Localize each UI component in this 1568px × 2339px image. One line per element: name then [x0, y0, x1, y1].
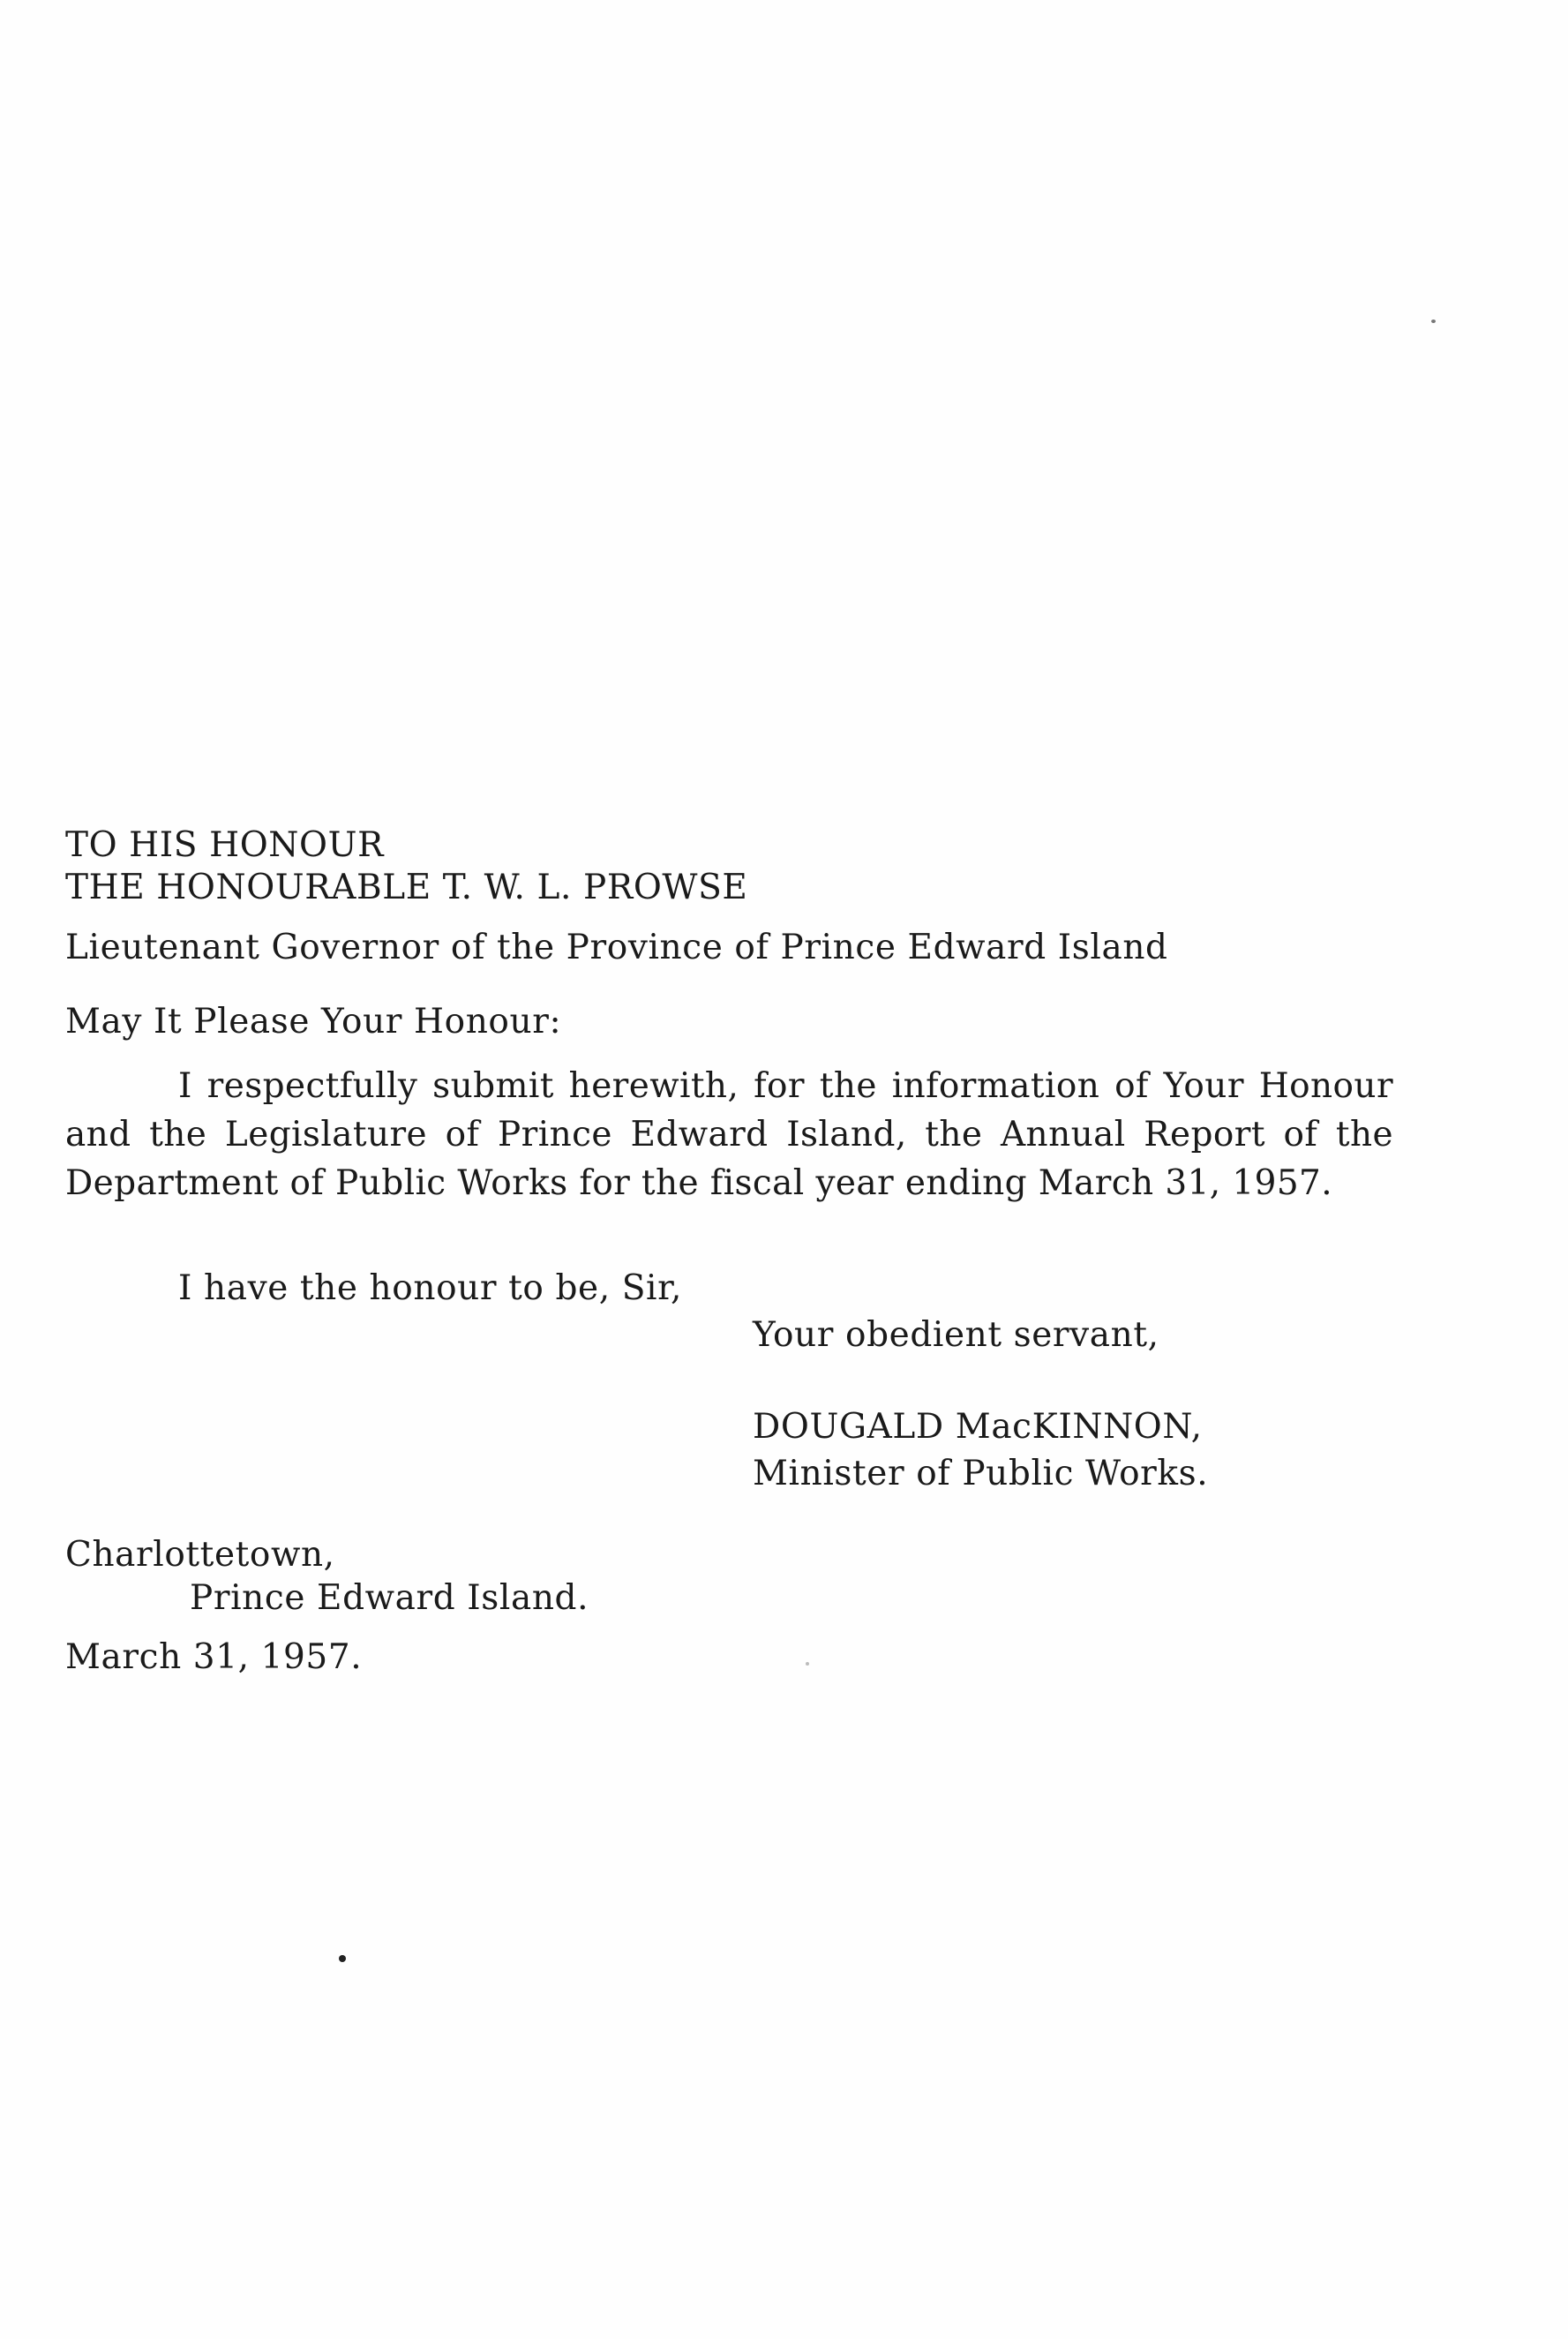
address-line-3: Lieutenant Governor of the Province of Prince Edward Island [65, 928, 1168, 967]
address-line-1: TO HIS HONOUR [65, 825, 385, 865]
closing-line: I have the honour to be, Sir, [178, 1268, 683, 1308]
scan-speck [806, 1662, 809, 1666]
scan-speck [1431, 320, 1436, 323]
address-line-2: THE HONOURABLE T. W. L. PROWSE [65, 868, 748, 907]
body-paragraph-text: I respectfully submit herewith, for the information of Your Honour and the Legislature of Prince Edward Island, the Annual Report of the Department of Public Works for the fiscal year ending March 31, 1957. [65, 1066, 1393, 1203]
signatory-title: Minister of Public Works. [753, 1454, 1209, 1493]
body-paragraph [65, 1062, 1393, 1207]
place-province: Prince Edward Island. [190, 1578, 589, 1618]
place-city: Charlottetown, [65, 1535, 335, 1575]
complimentary-close: Your obedient servant, [753, 1315, 1159, 1355]
signatory-name: DOUGALD MacKINNON, [753, 1407, 1203, 1447]
scan-speck [339, 1955, 346, 1962]
letter-date: March 31, 1957. [65, 1637, 363, 1677]
salutation: May It Please Your Honour: [65, 1002, 562, 1042]
